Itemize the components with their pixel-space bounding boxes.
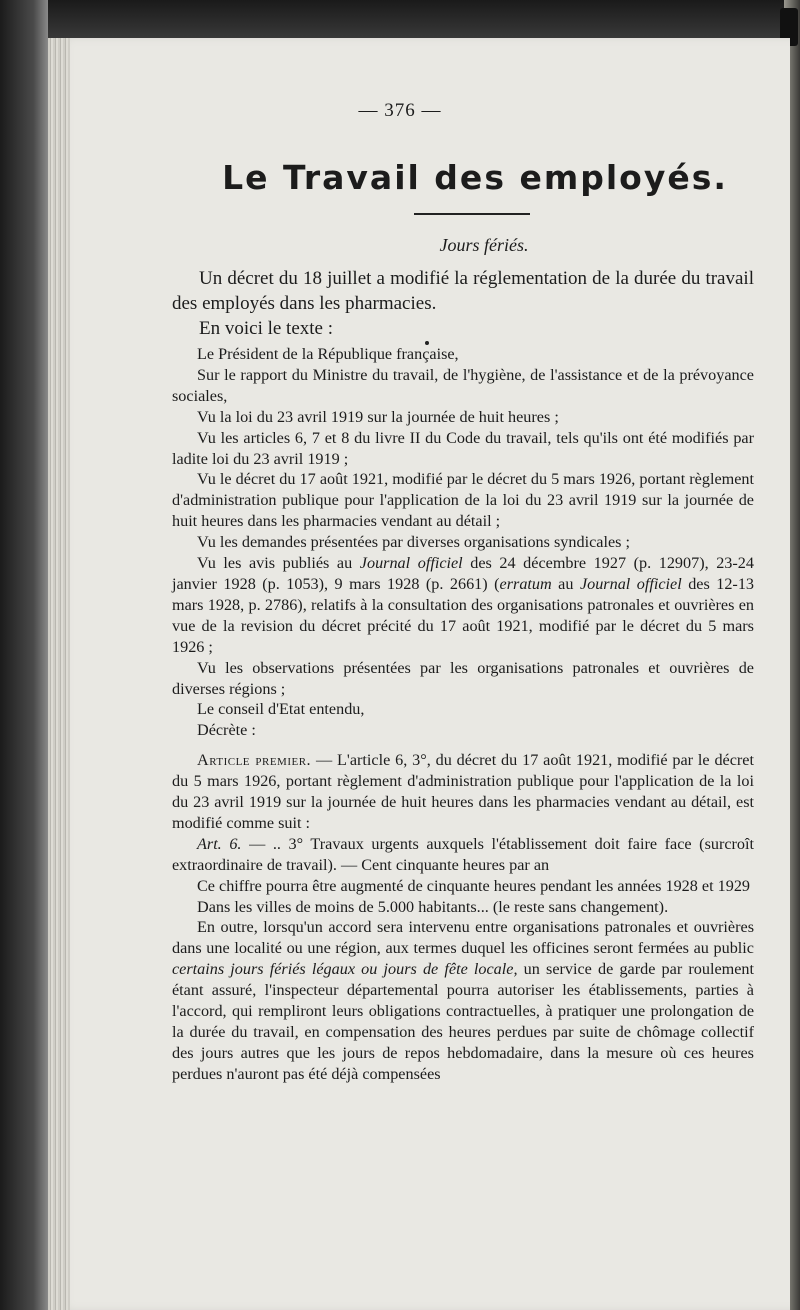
decree-paragraph: Ce chiffre pourra être augmenté de cinquante heures pendant les années 1928 et 1929 — [197, 876, 751, 895]
decree-paragraph: Dans les villes de moins de 5.000 habitants... (le reste sans changement). — [197, 897, 669, 916]
title-rule — [414, 213, 530, 215]
italic-run: erratum — [499, 574, 552, 593]
decree-paragraph: Sur le rapport du Ministre du travail, de l'hygiène, de l'assistance et de la prévoyance sociales, — [172, 365, 754, 405]
decree-paragraph-avis — [172, 553, 754, 658]
decree-text — [172, 344, 754, 1085]
text-run: — L'article 6, 3°, du décret du 17 août 1921, modifié par le décret du 5 mars 1926, portant règlement d'administration publique pour l'application de la loi du 23 avril 1919 sur la journée de huit heures dans les pharmacies vendant au détail, est modifié comme suit : — [172, 751, 754, 832]
decree-paragraph: Vu les observations présentées par les organisations patronales et ouvrières de diverses régions ; — [172, 658, 754, 698]
text-run: — .. 3° Travaux urgents auxquels l'établissement doit faire face (surcroît extraordinaire de travail). — Cent cinquante heures par an — [172, 834, 755, 874]
page-number: — 376 — — [358, 100, 442, 121]
outre-paragraph — [172, 917, 754, 1084]
intro-text — [172, 266, 754, 341]
decree-paragraph: Vu la loi du 23 avril 1919 sur la journée de huit heures ; — [197, 407, 559, 426]
page-stack-edge — [48, 38, 70, 1310]
art6-label: Art. 6. — [197, 834, 242, 853]
italic-run: Journal officiel — [359, 554, 463, 573]
decree-paragraph: Le Président de la République française, — [197, 345, 459, 363]
intro-paragraph: Un décret du 18 juillet a modifié la réglementation de la durée du travail des employés dans les pharmacies. — [172, 268, 754, 314]
article-title: Le Travail des employés. — [222, 158, 728, 197]
decree-paragraph: Le conseil d'Etat entendu, — [197, 700, 365, 719]
art6-paragraph — [172, 834, 754, 876]
italic-run: certains jours fériés légaux ou jours de fête locale, — [172, 960, 518, 979]
section-subtitle: Jours fériés. — [439, 235, 529, 255]
intro-paragraph: En voici le texte : — [199, 318, 334, 339]
text-run: des 24 décembre 1927 (p. 12907), 23-24 janvier 1928 (p. 1053), 9 mars 1928 (p. 2661) ( — [172, 554, 754, 593]
decree-paragraph: Vu le décret du 17 août 1921, modifié par le décret du 5 mars 1926, portant règlement d'administration publique pour l'application de la loi du 23 avril 1919 sur la journée de huit heures dans les pharmacies vendant au détail ; — [172, 470, 754, 531]
text-run: En outre, lorsqu'un accord sera intervenu entre organisations patronales et ouvrières dans une localité ou une région, aux termes duquel les officines seront fermées au public — [172, 918, 754, 958]
article-first-paragraph — [172, 750, 754, 834]
scan-background-top — [0, 0, 800, 40]
text-run: Vu les avis publiés au — [197, 554, 360, 573]
decree-paragraph: Décrète : — [197, 721, 256, 740]
text-run: un service de garde par roulement étant assuré, l'inspecteur départemental pourra autoriser les établissements, parties à l'accord, qui rempliront leurs obligations contractuelles, à pratiquer une prolongation de la durée du travail, en compensation des heures perdues par suite de chômage collectif des jours autres que les jours de repos hebdomadaire, dans la mesure où ces heures perdues n'auront pas été déjà compensées — [172, 960, 754, 1083]
text-run: des 12-13 mars 1928, p. 2786), relatifs à la consultation des organisations patronales et ouvrières en vue de la revision du décret précité du 17 août 1921, modifié par le décret du 5 mars 1926 ; — [172, 574, 755, 656]
text-run: au — [551, 574, 580, 593]
italic-run: Journal officiel — [579, 574, 682, 593]
article-label: Article premier. — [197, 751, 312, 770]
decree-paragraph: Vu les demandes présentées par diverses organisations syndicales ; — [197, 533, 630, 552]
decree-paragraph: Vu les articles 6, 7 et 8 du livre II du Code du travail, tels qu'ils ont été modifiés par ladite loi du 23 avril 1919 ; — [172, 428, 754, 468]
